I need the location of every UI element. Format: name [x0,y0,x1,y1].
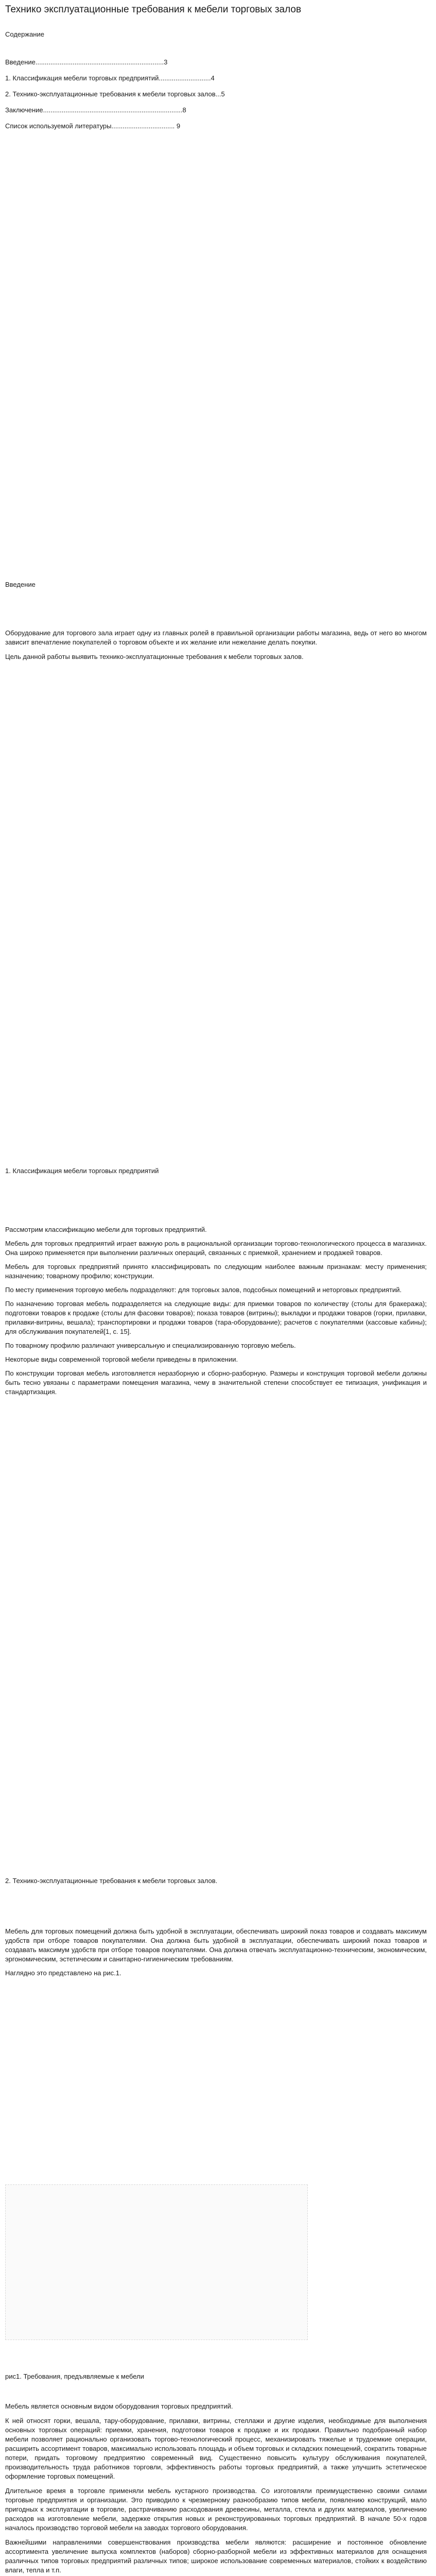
paragraph: Оборудование для торгового зала играет одну из главных ролей в правильной организации работы магазина, ведь от него во многом зависит впечатление покупателей о торговом объекте и их желание или нежелание делать покупки. [5,629,427,646]
toc-item-section2[interactable]: 2. Технико-эксплуатационные требования к мебели торговых залов...5 [5,90,225,98]
paragraph: По назначению торговая мебель подразделяется на следующие виды: для приемки товаров по количеству (столы для бракеража); подготовки товаров к продаже (столы для фасовки товаров); показа товаров (витрины); выкладки и продажи товаров (горки, прилавки, прилавки-витрины, вешала); транспортировки и продажи товаров (тара-оборудование); расчетов с покупателями (кассовые кабины); для обслуживания покупателей[1, с. 15]. [5,1300,427,1335]
paragraph: По месту применения торговую мебель подразделяют: для торговых залов, подсобных помещений и неторговых предприятий. [5,1286,402,1294]
paragraph: Наглядно это представлено на рис.1. [5,1969,121,1977]
toc-item-conclusion[interactable]: Заключение...........................................................................8 [5,106,186,114]
paragraph: Длительное время в торговле применяли мебель кустарного производства. Со изготовляли преимущественно своими силами торговые предприятия и организации. Это приводило к чрезмерному разнообразию типов мебели, появлению конструкций, мало пригодных к эксплуатации в торговле, растрачиванию расходования древесины, металла, стекла и других материалов, увеличению расходов на изготовление мебели, задержке открытия новых и реконструированных торговых предприятий. В начале 50-х годов началось производство торговой мебели на заводах торгового оборудования. [5,2487,427,2532]
paragraph: Мебель для торговых предприятий играет важную роль в рациональной организации торгово-технологического процесса в магазинах. Она широко применяется при выполнении различных операций, связанных с приемкой, хранением и продажей товаров. [5,1240,427,1257]
section1-heading: 1. Классификация мебели торговых предприятий [5,1167,159,1175]
paragraph: Мебель для торговых предприятий принято классифицировать по следующим наиболее важным признакам: месту применения; назначению; товарному профилю; конструкции. [5,1263,427,1280]
toc-item-references[interactable]: Список используемой литературы.................................. 9 [5,122,181,130]
paragraph: По товарному профилю различают универсальную и специализированную торговую мебель. [5,1342,296,1349]
paragraph: По конструкции торговая мебель изготовляется неразборную и сборно-разборную. Размеры и конструкция торговой мебели должны быть тесно увязаны с параметрами помещения магазина, чему в значительной степени способствует ее типизация, унификация и стандартизация. [5,1369,427,1396]
document-title: Технико эксплуатационные требования к мебели торговых залов [5,4,302,15]
paragraph: Мебель для торговых помещений должна быть удобной в эксплуатации, обеспечивать широкий показ товаров и создавать максимум удобств при отборе товаров покупателями. Она должна быть удобной в эксплуатации, обеспечивать широкий показ товаров и создавать максимум удобств при отборе товаров покупателями. Она должна отвечать эксплуатационно-техническим, экономическим, эргономическим, эстетическим и санитарно-гигиеническим требованиям. [5,1927,427,1963]
paragraph: Некоторые виды современной торговой мебели приведены в приложении. [5,1355,238,1363]
figure-requirements-diagram [5,2184,308,2340]
paragraph: Мебель является основным видом оборудования торговых предприятий. [5,2402,233,2410]
contents-heading: Содержание [5,30,44,38]
section2-body-b [5,2402,427,2576]
section2-heading: 2. Технико-эксплуатационные требования к мебели торговых залов. [5,1877,218,1885]
toc-item-introduction[interactable]: Введение.....................................................................3 [5,58,168,66]
toc-item-section1[interactable]: 1. Классификация мебели торговых предприятий............................4 [5,74,215,82]
figure-caption: рис1. Требования, предъявляемые к мебели [5,2372,144,2380]
introduction-body [5,629,427,662]
paragraph: К ней относят горки, вешала, тару-оборудование, прилавки, витрины, стеллажи и другие изделия, необходимые для выполнения основных торговых операций: приемки, хранения, подготовки товаров к продаже и их продажи. Правильно подобранный набор мебели позволяет рационально организовать торгово-технологический процесс, механизировать тяжелые и трудоемкие операции, расширить ассортимент товаров, максимально использовать площадь и объем торговых и складских помещений, сократить товарные потери, придать торговому предприятию современный вид. Существенно повысить культуру обслуживания покупателей, производительность труда работников торговли, эффективность работы торговых предприятий, а также улучшить эстетическое оформление торговых помещений. [5,2417,427,2480]
paragraph: Важнейшими направлениями совершенствования производства мебели являются: расширение и постоянное обновление ассортимента увеличение выпуска комплектов (наборов) сборно-разборной мебели из эффективных материалов для оснащения различных типов торговых предприятий различных типов; широкое использование современных материалов, стойких к воздействию влаги, тепла и т.п. [5,2538,427,2574]
paragraph: Цель данной работы выявить технико-эксплуатационные требования к мебели торговых залов. [5,653,304,660]
table-of-contents [5,58,427,131]
section1-body [5,1225,427,1397]
paragraph: Рассмотрим классификацию мебели для торговых предприятий. [5,1226,207,1233]
section2-body-a [5,1927,427,1978]
introduction-heading: Введение [5,581,36,588]
